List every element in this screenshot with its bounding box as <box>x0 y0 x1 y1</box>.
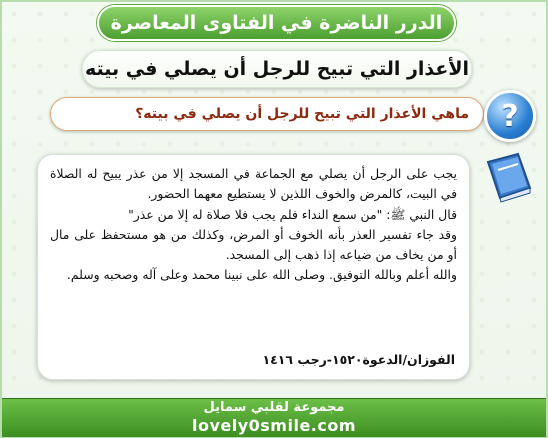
question-mark-glyph: ? <box>501 98 519 134</box>
footer-site-name: مجموعة لقلبي سمايل <box>203 400 345 415</box>
answer-paragraph: قال النبي ﷺ: "من سمع النداء فلم يجب فلا صلاة له إلا من عذر" <box>128 206 457 222</box>
banner-title: الدرر الناضرة في الفتاوى المعاصرة <box>110 12 443 34</box>
question-bar <box>50 97 484 131</box>
answer-paragraph: والله أعلم وبالله التوفيق. وصلى الله على نبينا محمد وعلى آله وصحبه وسلم. <box>66 267 457 283</box>
footer-site-url: lovely0smile.com <box>191 416 357 435</box>
answer-source: الفوزان/الدعوة١٥٢٠-رجب ١٤١٦ <box>262 352 455 367</box>
book-icon <box>480 148 536 204</box>
question-mark-icon <box>484 90 536 142</box>
footer <box>2 398 546 437</box>
answer-paragraph: يجب على الرجل أن يصلي مع الجماعة في المسجد إلا من عذر يبيح له الصلاة في البيت، كالمرض والخوف اللذين لا يستطيع معهما الحضور. <box>50 166 457 202</box>
question-text: ماهي الأعذار التي تبيح للرجل أن يصلي في بيته؟ <box>135 106 469 122</box>
answer-paragraph: وقد جاء تفسير العذر بأنه الخوف أو المرض، وكذلك من هو مستحفظ على مال أو من يخاف من ضياعه إذا ذهب إلى المسجد. <box>50 226 457 263</box>
top-banner <box>97 5 456 41</box>
page-title <box>82 50 472 88</box>
answer-box <box>37 154 470 380</box>
page-title-text: الأعذار التي تبيح للرجل أن يصلي في بيته <box>84 58 470 80</box>
